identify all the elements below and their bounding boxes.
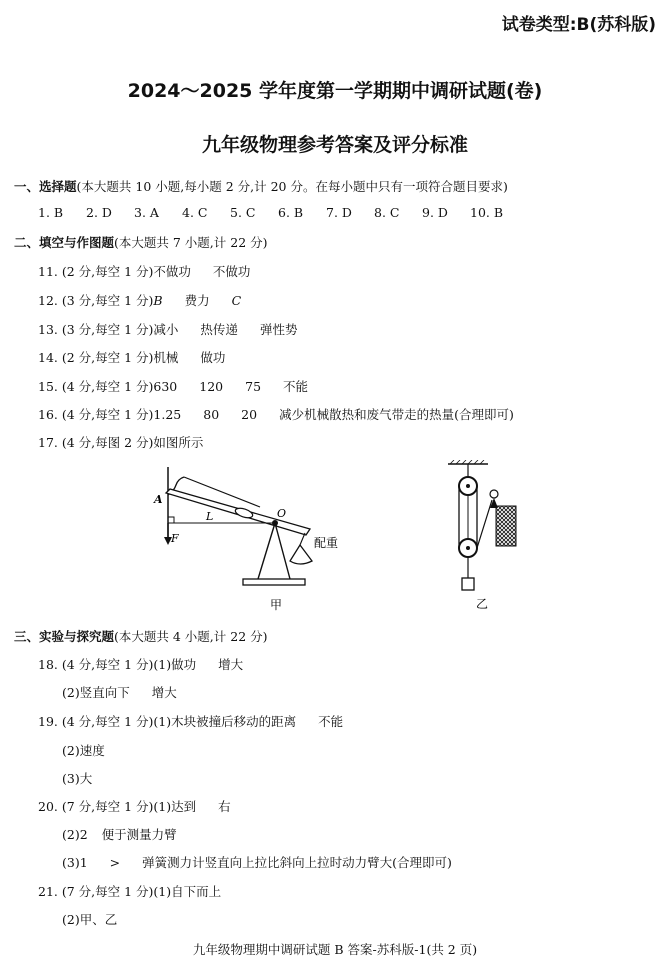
pull-rope [477,500,492,548]
answer-q19-2: (2)速度 [62,743,105,758]
q-stem: 15. (4 分,每空 1 分) [38,379,154,394]
q-stem: 12. (3 分,每空 1 分) [38,293,154,308]
answer-q19-3: (3)大 [62,771,93,786]
q-answer: (1)自下而上 [153,884,222,899]
mc-answers [38,205,518,220]
q-answer: (2)竖直向下 [62,685,130,700]
q-answer: 不能 [283,379,309,394]
section1-header [14,177,508,195]
label-A: A [154,493,163,506]
pulley-axle [466,546,470,550]
mc-answer: 8. C [374,205,400,220]
section1-heading: 一、选择题 [14,179,77,194]
rope-ring [490,490,498,498]
mc-answer: 4. C [182,205,208,220]
section3-heading: 三、实验与探究题 [14,629,115,644]
q-answer: 右 [218,799,231,814]
weight-cone [290,545,312,564]
answer-q20-1 [38,797,231,815]
label-L: L [206,510,214,523]
q-answer: 便于测量力臂 [101,827,177,842]
answer-q13 [38,320,297,338]
section2-header [14,233,268,251]
mc-answer: 9. D [422,205,448,220]
pulley-axle [466,484,470,488]
q-answer: 630 [153,379,178,394]
answer-q18-1 [38,655,243,673]
q-answer: 做功 [200,350,226,365]
q-answer: 增大 [218,657,244,672]
q-answer: 机械 [153,350,179,365]
paper-type-label: 试卷类型:B(苏科版) [501,15,656,35]
q-answer: (1)做功 [153,657,197,672]
weight-string [300,533,305,545]
section3-desc: (本大题共 4 小题,计 22 分) [114,629,268,644]
caption-jia: 甲 [270,598,283,612]
label-F: F [171,532,179,545]
stand-base [243,579,305,585]
q-stem: 17. (4 分,每图 2 分) [38,435,154,450]
mc-answer: 10. B [470,205,504,220]
section2-desc: (本大题共 7 小题,计 22 分) [114,235,268,250]
mc-answer: 3. A [134,205,159,220]
section1-desc: (本大题共 10 小题,每小题 2 分,计 20 分。在每小题中只有一项符合题目要求) [76,179,508,194]
q-stem: 21. (7 分,每空 1 分) [38,884,154,899]
stand-leg [258,523,275,579]
q-stem: 13. (3 分,每空 1 分) [38,322,154,337]
rope [184,477,260,507]
q-answer: 增大 [151,685,177,700]
q-answer: 120 [199,379,224,394]
load-block [462,578,474,590]
q-stem: 16. (4 分,每空 1 分) [38,407,154,422]
q-answer: 减小 [153,322,179,337]
q-answer: (3)1 [62,855,88,870]
q-stem: 18. (4 分,每空 1 分) [38,657,154,672]
stand-leg [275,523,290,579]
figure-lever [140,465,360,615]
q-answer: C [231,293,242,308]
mc-answer: 1. B [38,205,64,220]
mc-answer: 7. D [326,205,352,220]
hatched-block [496,506,516,546]
answer-q14 [38,348,225,366]
q-answer: 减少机械散热和废气带走的热量(合理即可) [279,407,514,422]
q-stem: 19. (4 分,每空 1 分) [38,714,154,729]
mc-answer: 6. B [278,205,304,220]
q-answer: 80 [203,407,220,422]
q-answer: 弹簧测力计竖直向上拉比斜向上拉时动力臂大(合理即可) [142,855,452,870]
q-answer: 热传递 [200,322,238,337]
answer-q20-2 [62,825,177,843]
q-stem: 20. (7 分,每空 1 分) [38,799,154,814]
q-answer: 弹性势 [259,322,298,337]
answer-q12 [38,291,241,309]
page-title: 2024～2025 学年度第一学期期中调研试题(卷) [127,80,543,102]
q-stem: 14. (2 分,每空 1 分) [38,350,154,365]
answer-q16 [38,405,514,423]
q-answer: 费力 [184,293,210,308]
q-answer: (1)达到 [153,799,197,814]
q-answer: 如图所示 [153,435,204,450]
q-answer: 不做功 [153,264,191,279]
answer-q17 [38,433,203,451]
right-angle [168,517,174,523]
q-answer: 1.25 [153,407,182,422]
page-footer: 九年级物理期中调研试题 B 答案-苏科版-1(共 2 页) [192,942,478,957]
label-O: O [277,507,287,520]
q-stem: 11. (2 分,每空 1 分) [38,264,154,279]
section2-heading: 二、填空与作图题 [14,235,115,250]
answer-q21-2: (2)甲、乙 [62,912,118,927]
answer-q15 [38,377,308,395]
section3-header [14,627,268,645]
q-answer: B [153,293,163,308]
answer-q20-3 [62,853,452,871]
q-answer: 20 [241,407,258,422]
answer-q18-2 [62,683,177,701]
q-answer: 75 [245,379,262,394]
answer-q11 [38,262,250,280]
mc-answer: 5. C [230,205,256,220]
page-subtitle: 九年级物理参考答案及评分标准 [201,134,468,156]
mc-answer: 2. D [86,205,112,220]
q-answer: (2)2 [62,827,88,842]
caption-yi: 乙 [476,597,489,611]
answer-q21-1 [38,882,221,900]
q-answer: (1)木块被撞后移动的距离 [153,714,297,729]
q-answer: > [109,855,121,870]
figure-pulley [440,460,530,612]
answer-q19-1 [38,712,343,730]
label-weight: 配重 [314,536,339,550]
q-answer: 不能 [318,714,344,729]
lever-knob [234,506,254,519]
q-answer: 不做功 [212,264,251,279]
